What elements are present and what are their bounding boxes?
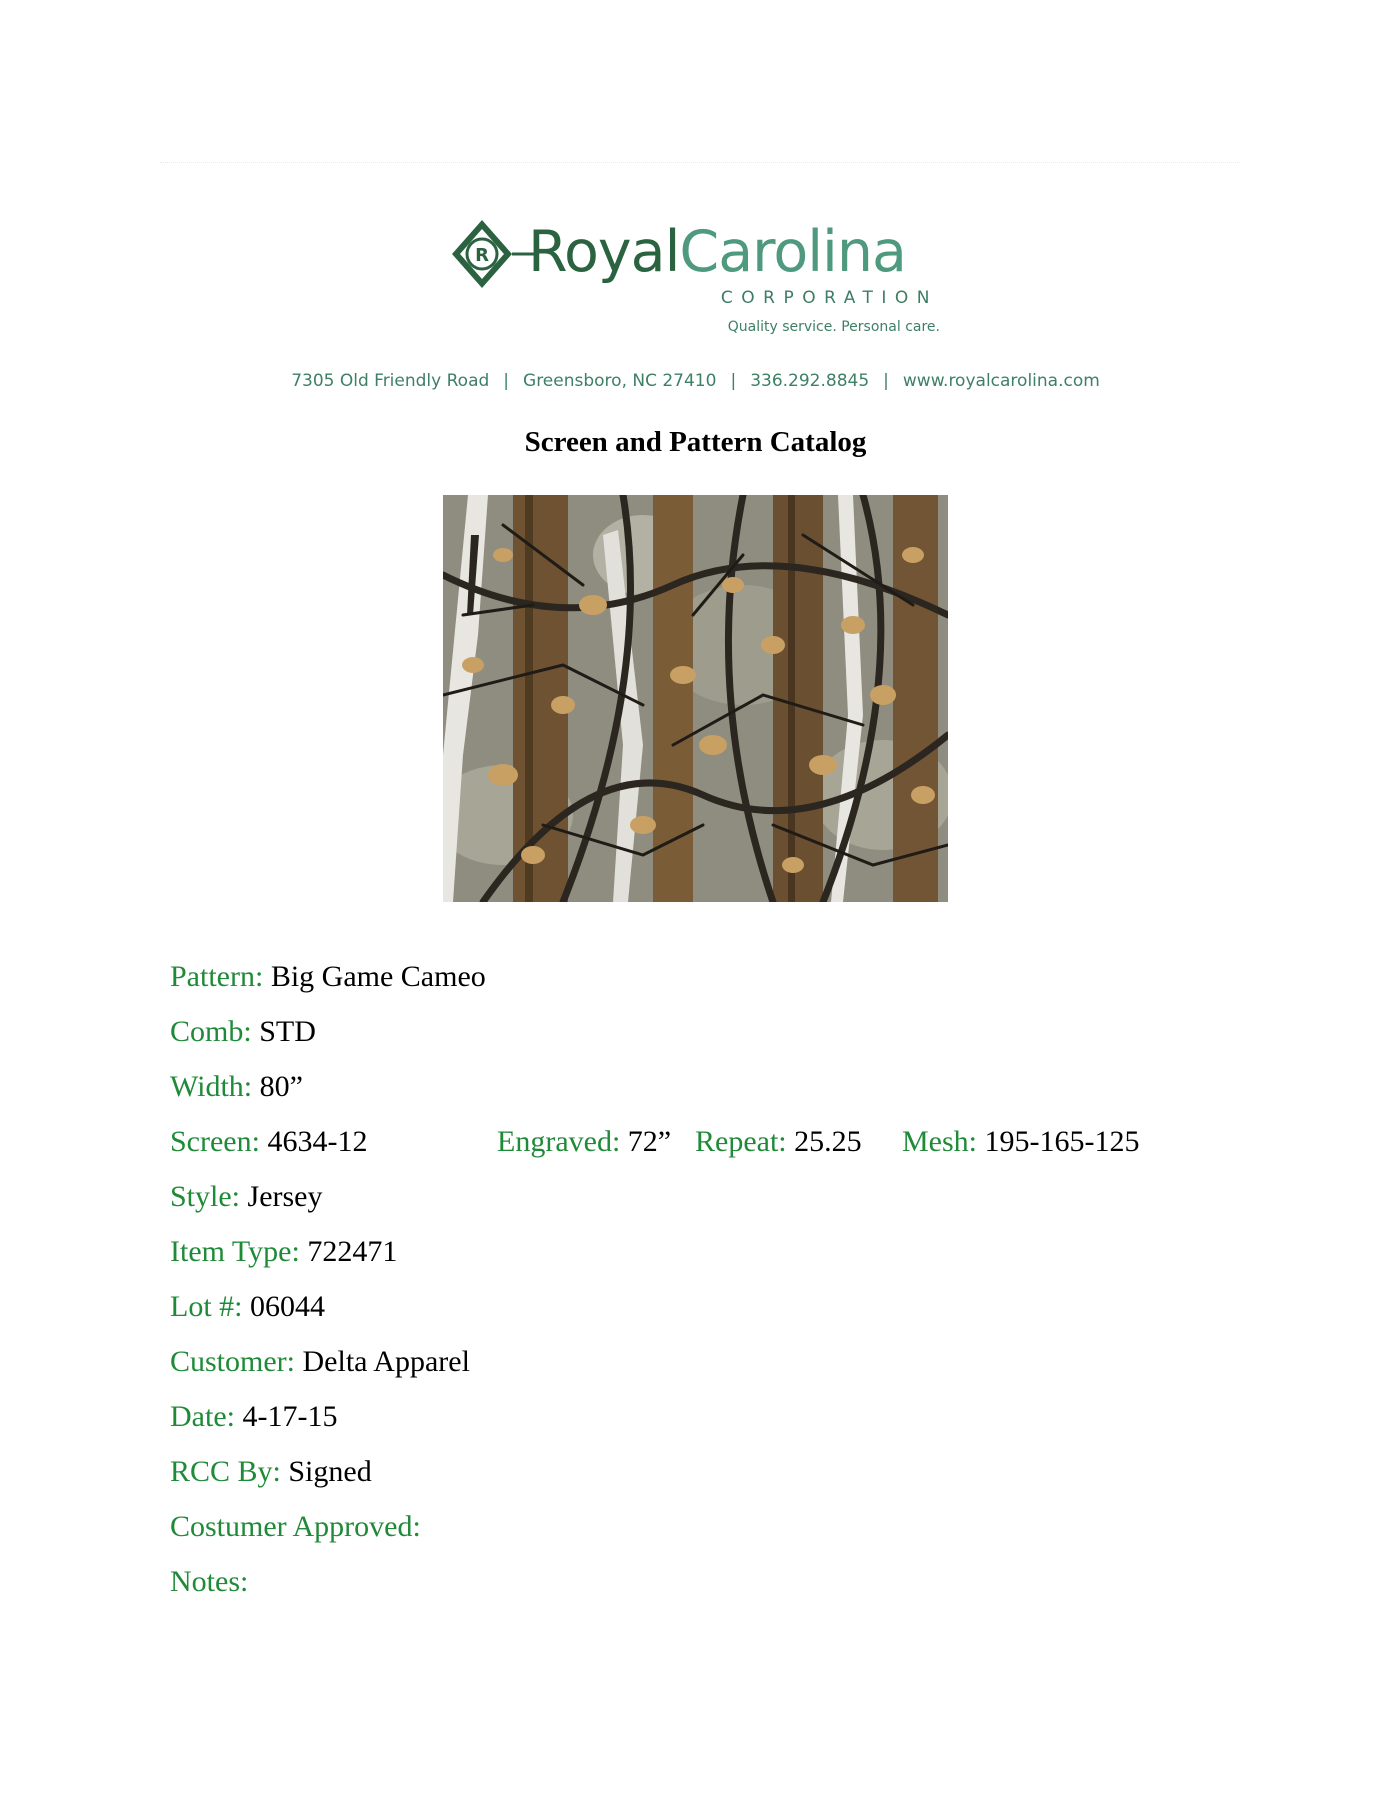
address-line xyxy=(0,371,1391,391)
spec-row-screen xyxy=(170,1125,1270,1180)
spec-label: Pattern: xyxy=(170,960,264,993)
spec-value: Signed xyxy=(288,1455,372,1488)
address-separator: | xyxy=(503,371,510,391)
spec-label: Lot #: xyxy=(170,1290,243,1323)
camo-swatch-icon xyxy=(443,495,948,902)
spec-value: 4634-12 xyxy=(267,1125,368,1158)
spec-row-notes xyxy=(170,1565,1270,1620)
spec-row-style xyxy=(170,1180,1270,1235)
spec-row-rcc-by xyxy=(170,1455,1270,1510)
spec-row-width xyxy=(170,1070,1270,1125)
svg-text:R: R xyxy=(475,245,489,266)
spec-row-costumer-approved xyxy=(170,1510,1270,1565)
spec-value: 722471 xyxy=(307,1235,398,1268)
spec-row-date xyxy=(170,1400,1270,1455)
spec-row-item-type xyxy=(170,1235,1270,1290)
brand-wordmark xyxy=(528,216,906,288)
address-separator: | xyxy=(883,371,889,391)
spec-value: Big Game Cameo xyxy=(270,960,486,993)
spec-value: 80” xyxy=(259,1070,303,1103)
address-street: 7305 Old Friendly Road xyxy=(291,371,490,391)
spec-label: Item Type: xyxy=(170,1235,300,1268)
brand-corporation: CORPORATION xyxy=(720,288,938,308)
spec-list xyxy=(170,960,1270,1620)
royal-carolina-logo xyxy=(446,216,946,346)
spec-row-lot xyxy=(170,1290,1270,1345)
spec-label: Customer: xyxy=(170,1345,295,1378)
spec-repeat xyxy=(695,1125,862,1159)
brand-name-carolina: Carolina xyxy=(679,219,906,285)
spec-label: Date: xyxy=(170,1400,235,1433)
address-city: Greensboro, NC 27410 xyxy=(523,371,717,391)
spec-screen xyxy=(170,1125,367,1159)
address-separator: | xyxy=(730,371,737,391)
spec-label: Notes: xyxy=(170,1565,249,1598)
spec-row-comb xyxy=(170,1015,1270,1070)
spec-label: RCC By: xyxy=(170,1455,281,1488)
spec-value: 06044 xyxy=(250,1290,325,1323)
spec-value: 25.25 xyxy=(794,1125,862,1158)
spec-label: Comb: xyxy=(170,1015,252,1048)
spec-value: 4-17-15 xyxy=(242,1400,338,1433)
spec-label: Engraved: xyxy=(497,1125,621,1158)
brand-tagline: Quality service. Personal care. xyxy=(727,319,940,335)
spec-value: Jersey xyxy=(247,1180,323,1213)
spec-label: Mesh: xyxy=(902,1125,977,1158)
spec-value: 195-165-125 xyxy=(984,1125,1140,1158)
page-title: Screen and Pattern Catalog xyxy=(524,426,867,458)
spec-row-customer xyxy=(170,1345,1270,1400)
spec-label: Costumer Approved: xyxy=(170,1510,421,1543)
camo-fabric-swatch-image xyxy=(443,495,948,902)
spec-engraved xyxy=(497,1125,671,1159)
address-phone: 336.292.8845 xyxy=(750,371,870,391)
spec-value: STD xyxy=(259,1015,316,1048)
spec-value: 72” xyxy=(627,1125,672,1158)
address-website: www.royalcarolina.com xyxy=(902,371,1100,391)
spec-label: Width: xyxy=(170,1070,253,1103)
spec-value: Delta Apparel xyxy=(302,1345,470,1378)
spec-label: Repeat: xyxy=(695,1125,787,1158)
rc-diamond-emblem-icon xyxy=(446,216,536,296)
top-divider xyxy=(160,162,1240,163)
spec-row-pattern xyxy=(170,960,1270,1015)
spec-mesh xyxy=(902,1125,1139,1159)
brand-name-royal: Royal xyxy=(528,219,680,285)
spec-label: Style: xyxy=(170,1180,241,1213)
spec-label: Screen: xyxy=(170,1125,260,1158)
